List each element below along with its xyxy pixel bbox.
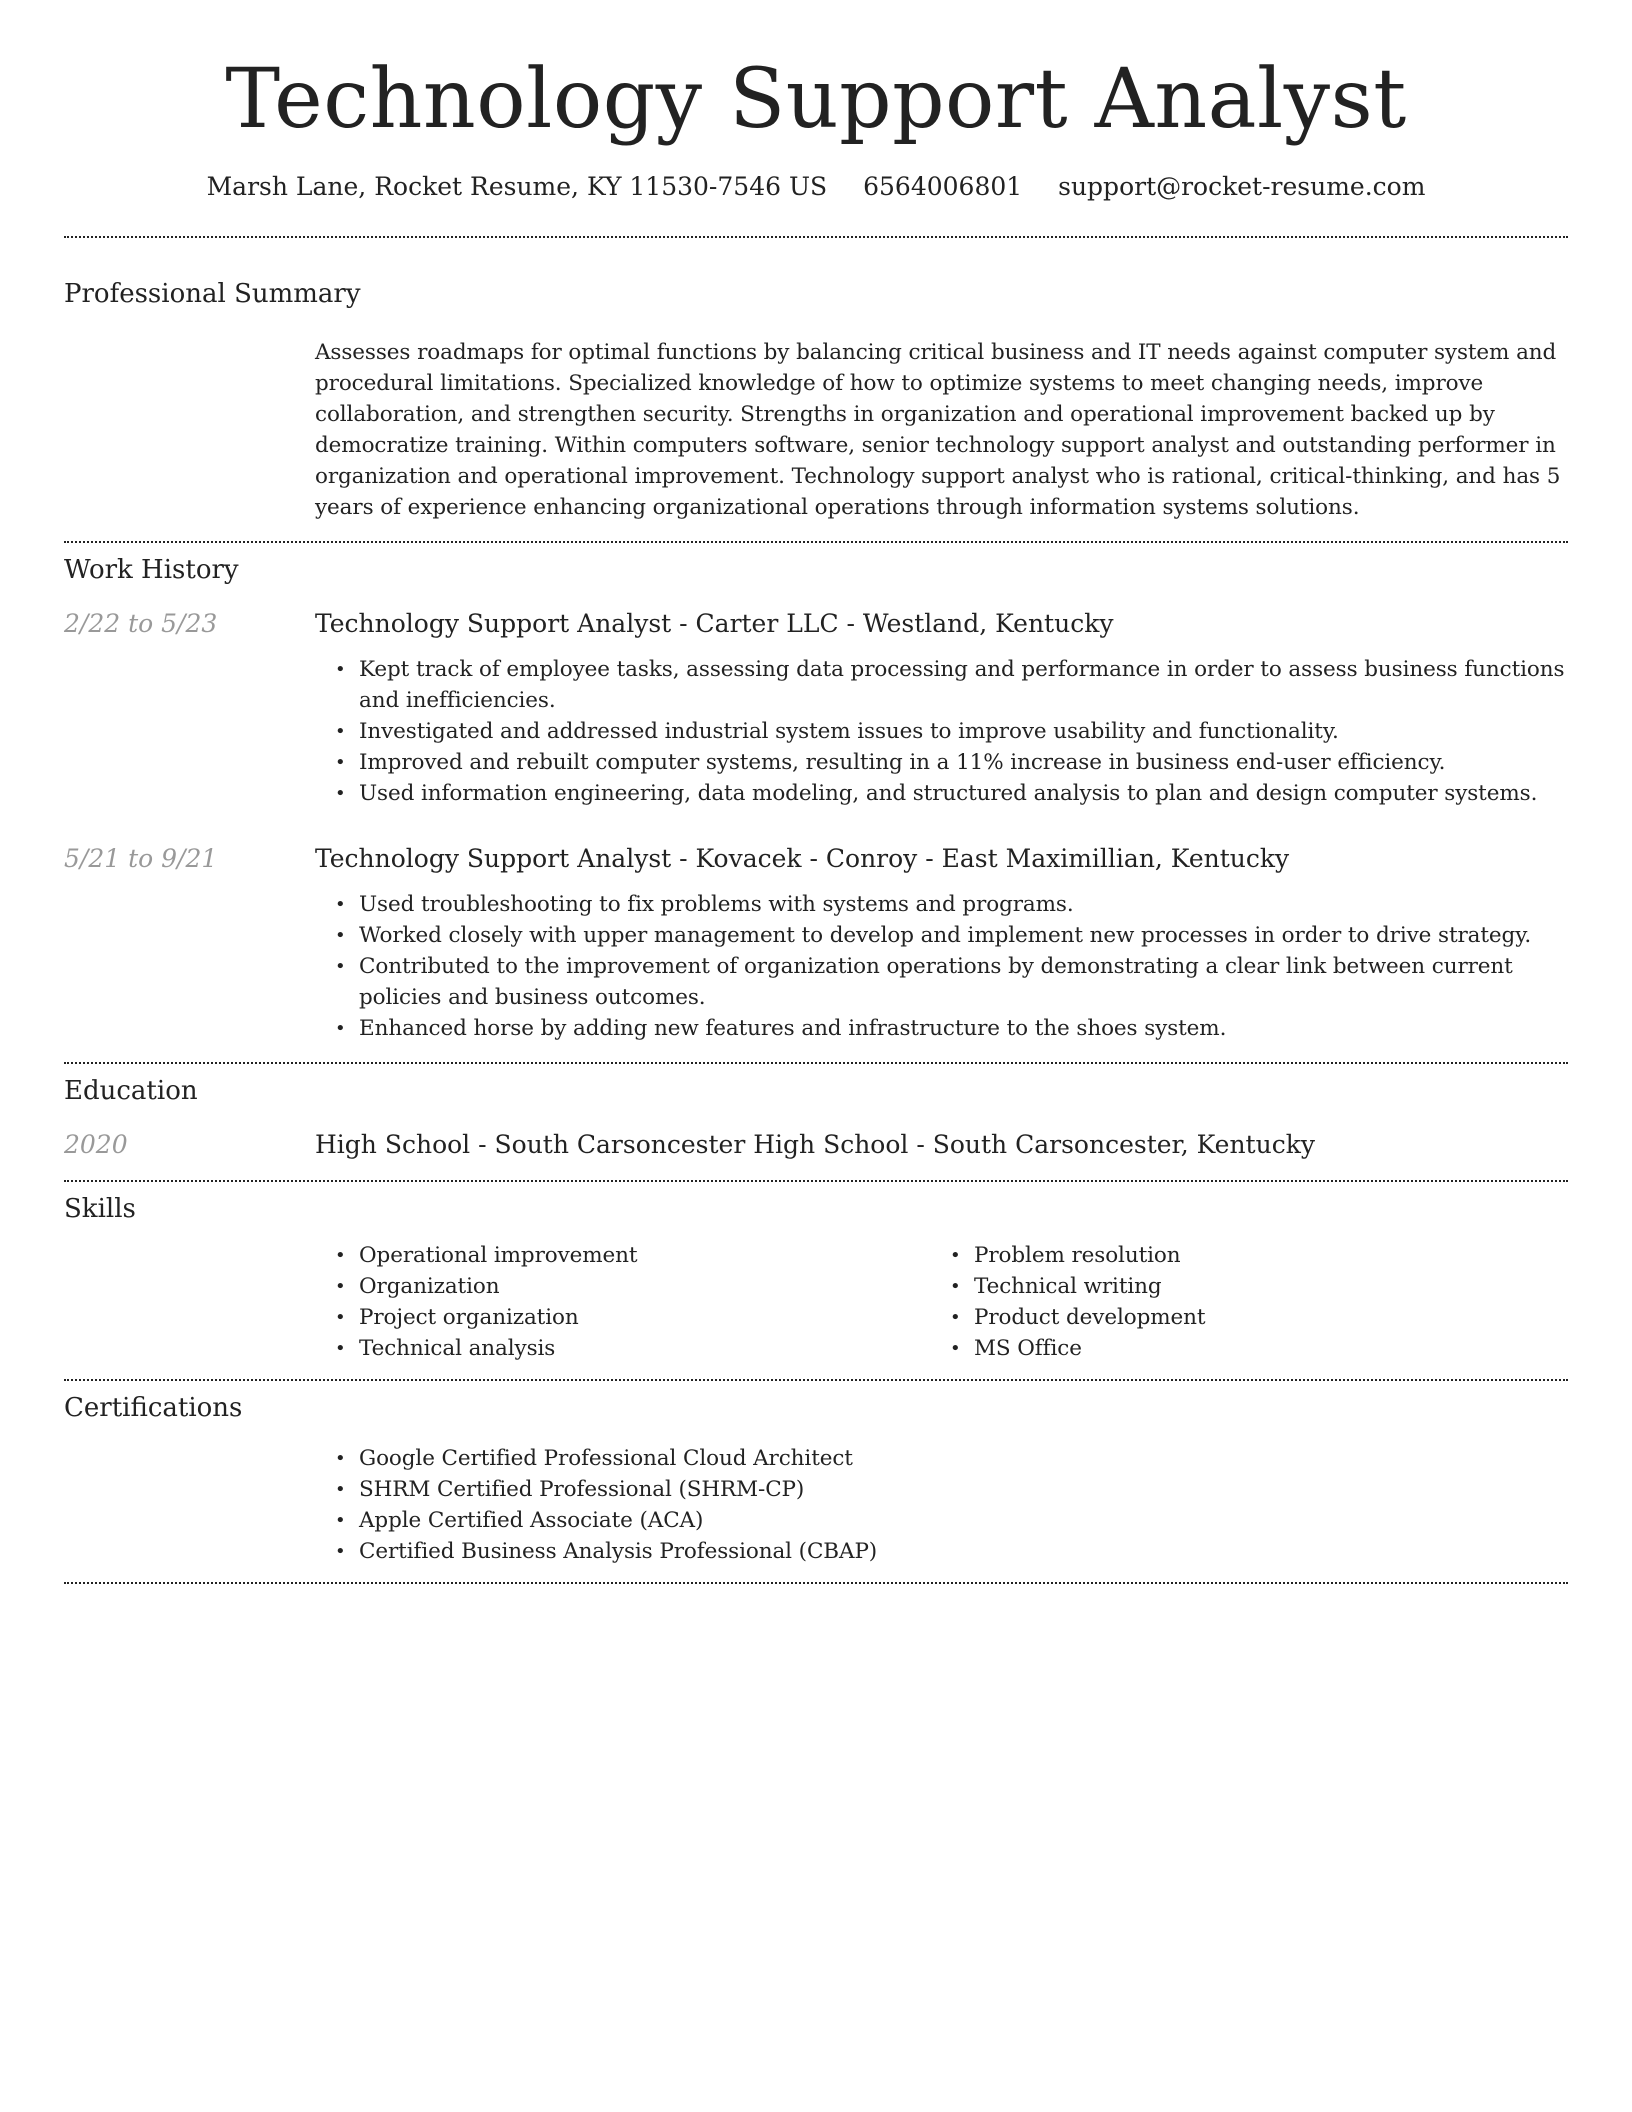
- contact-address: Marsh Lane, Rocket Resume, KY 11530-7546 US: [206, 172, 828, 201]
- education-entry: [64, 1128, 1568, 1180]
- list-item: • Improved and rebuilt computer systems, resulting in a 11% increase in business end-user efficiency.: [359, 747, 1568, 778]
- certifications-section: [64, 1443, 1568, 1582]
- skills-heading: Skills: [64, 1194, 136, 1224]
- list-item: • Project organization: [359, 1302, 930, 1333]
- list-item: • Operational improvement: [359, 1240, 930, 1271]
- summary-heading: Professional Summary: [64, 279, 361, 309]
- job-entry: [64, 607, 1568, 809]
- list-item: • Apple Certified Associate (ACA): [359, 1505, 1568, 1536]
- work-history-heading: Work History: [64, 555, 239, 585]
- skills-list-right: [930, 1240, 1545, 1364]
- divider: [64, 1582, 1568, 1584]
- job-dates: 5/21 to 9/21: [64, 844, 218, 873]
- resume-title: Technology Support Analyst: [225, 52, 1407, 147]
- job-title: Technology Support Analyst - Carter LLC - Westland, Kentucky: [315, 609, 1114, 638]
- list-item: • SHRM Certified Professional (SHRM-CP): [359, 1474, 1568, 1505]
- job-title: Technology Support Analyst - Kovacek - Conroy - East Maximillian, Kentucky: [315, 844, 1290, 873]
- list-item: • Technical analysis: [359, 1333, 930, 1364]
- list-item: • Organization: [359, 1271, 930, 1302]
- list-item: • Certified Business Analysis Professional (CBAP): [359, 1536, 1568, 1567]
- contact-email: support@rocket-resume.com: [1058, 172, 1426, 201]
- certifications-heading: Certifications: [64, 1393, 243, 1423]
- job-bullets: [315, 654, 1568, 809]
- list-item: • Used information engineering, data modeling, and structured analysis to plan and design computer systems.: [359, 778, 1568, 809]
- list-item: • Contributed to the improvement of organization operations by demonstrating a clear link between current policies and business outcomes.: [359, 951, 1568, 1013]
- list-item: • Kept track of employee tasks, assessing data processing and performance in order to assess business functions and inefficiencies.: [359, 654, 1568, 716]
- list-item: • Worked closely with upper management to develop and implement new processes in order to drive strategy.: [359, 920, 1568, 951]
- list-item: • Problem resolution: [974, 1240, 1545, 1271]
- contact-phone: 6564006801: [863, 172, 1023, 201]
- list-item: • Technical writing: [974, 1271, 1545, 1302]
- education-heading: Education: [64, 1076, 198, 1106]
- education-detail: High School - South Carsoncester High School - South Carsoncester, Kentucky: [315, 1130, 1315, 1159]
- job-bullets: [315, 889, 1568, 1044]
- certifications-list: [315, 1443, 1568, 1567]
- list-item: • Product development: [974, 1302, 1545, 1333]
- list-item: • MS Office: [974, 1333, 1545, 1364]
- education-year: 2020: [64, 1130, 128, 1159]
- list-item: • Investigated and addressed industrial system issues to improve usability and functionality.: [359, 716, 1568, 747]
- skills-list-left: [315, 1240, 930, 1364]
- skills-section: [64, 1240, 1568, 1379]
- list-item: • Google Certified Professional Cloud Architect: [359, 1443, 1568, 1474]
- summary-text: Assesses roadmaps for optimal functions by balancing critical business and IT needs against computer system and procedural limitations. Specialized knowledge of how to optimize systems to meet changing needs, improve collaboration, and strengthen security. Strengths in organization and operational improvement backed up by democratize training. Within computers software, senior technology support analyst and outstanding performer in organization and operational improvement. Technology support analyst who is rational, critical-thinking, and has 5 years of experience enhancing organizational operations through information systems solutions.: [315, 340, 1561, 520]
- contact-line: [64, 150, 1568, 236]
- summary-section: [64, 337, 1568, 541]
- list-item: • Used troubleshooting to fix problems with systems and programs.: [359, 889, 1568, 920]
- list-item: • Enhanced horse by adding new features and infrastructure to the shoes system.: [359, 1013, 1568, 1044]
- work-history-section: [64, 607, 1568, 1062]
- job-dates: 2/22 to 5/23: [64, 609, 218, 638]
- job-entry: [64, 842, 1568, 1044]
